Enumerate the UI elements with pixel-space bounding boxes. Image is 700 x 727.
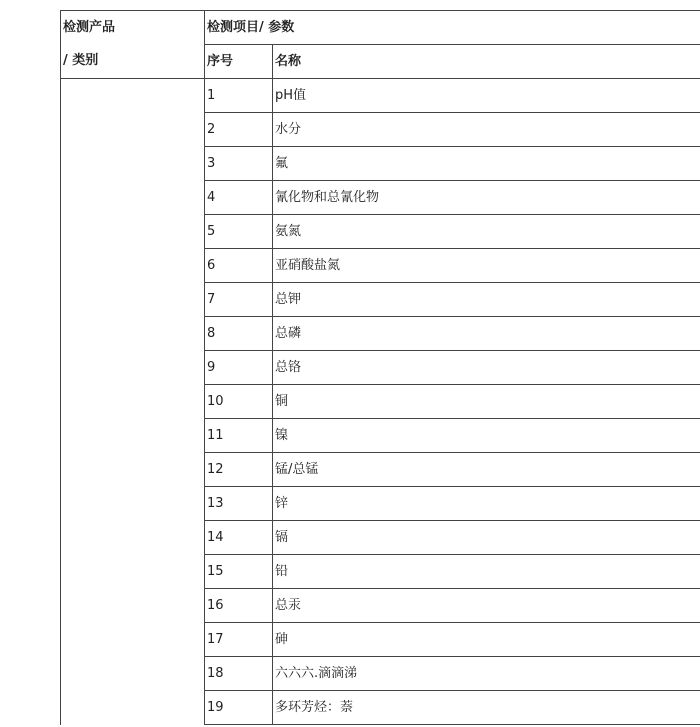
- table-row: [61, 79, 700, 113]
- product-category-header-line1: 检测产品: [61, 11, 205, 45]
- item-name-cell: 总铬: [273, 351, 700, 385]
- serial-number-cell: 3: [205, 147, 273, 181]
- item-name-cell: 镍: [273, 419, 700, 453]
- item-name-cell: 铜: [273, 385, 700, 419]
- serial-number-cell: 15: [205, 555, 273, 589]
- item-name-cell: 总汞: [273, 589, 700, 623]
- header-row-1: [61, 11, 700, 45]
- item-name-cell: 氟: [273, 147, 700, 181]
- serial-number-cell: 4: [205, 181, 273, 215]
- serial-number-cell: 5: [205, 215, 273, 249]
- item-name-cell: 锌: [273, 487, 700, 521]
- header-row-2: [61, 45, 700, 79]
- item-name-cell: 氨氮: [273, 215, 700, 249]
- item-name-cell: 锰/总锰: [273, 453, 700, 487]
- serial-number-cell: 6: [205, 249, 273, 283]
- serial-number-cell: 2: [205, 113, 273, 147]
- serial-number-header: 序号: [205, 45, 273, 79]
- serial-number-cell: 7: [205, 283, 273, 317]
- product-category-cell: [61, 79, 205, 725]
- serial-number-cell: 13: [205, 487, 273, 521]
- serial-number-cell: 1: [205, 79, 273, 113]
- serial-number-cell: 18: [205, 657, 273, 691]
- serial-number-cell: 17: [205, 623, 273, 657]
- item-name-cell: 水分: [273, 113, 700, 147]
- product-category-header-line2: / 类别: [61, 45, 205, 79]
- item-name-cell: 镉: [273, 521, 700, 555]
- serial-number-cell: 12: [205, 453, 273, 487]
- test-items-table: [60, 10, 700, 725]
- item-name-cell: 总磷: [273, 317, 700, 351]
- item-name-cell: 亚硝酸盐氮: [273, 249, 700, 283]
- serial-number-cell: 9: [205, 351, 273, 385]
- item-name-cell: 铅: [273, 555, 700, 589]
- item-name-cell: 总钾: [273, 283, 700, 317]
- item-name-cell: pH值: [273, 79, 700, 113]
- item-name-cell: 多环芳烃：萘: [273, 691, 700, 725]
- serial-number-cell: 10: [205, 385, 273, 419]
- name-header: 名称: [273, 45, 700, 79]
- table-body: [61, 11, 700, 725]
- serial-number-cell: 19: [205, 691, 273, 725]
- item-name-cell: 砷: [273, 623, 700, 657]
- serial-number-cell: 14: [205, 521, 273, 555]
- serial-number-cell: 16: [205, 589, 273, 623]
- serial-number-cell: 8: [205, 317, 273, 351]
- item-name-cell: 六六六.滴滴涕: [273, 657, 700, 691]
- item-name-cell: 氰化物和总氰化物: [273, 181, 700, 215]
- items-parameters-header: 检测项目/ 参数: [205, 11, 700, 45]
- serial-number-cell: 11: [205, 419, 273, 453]
